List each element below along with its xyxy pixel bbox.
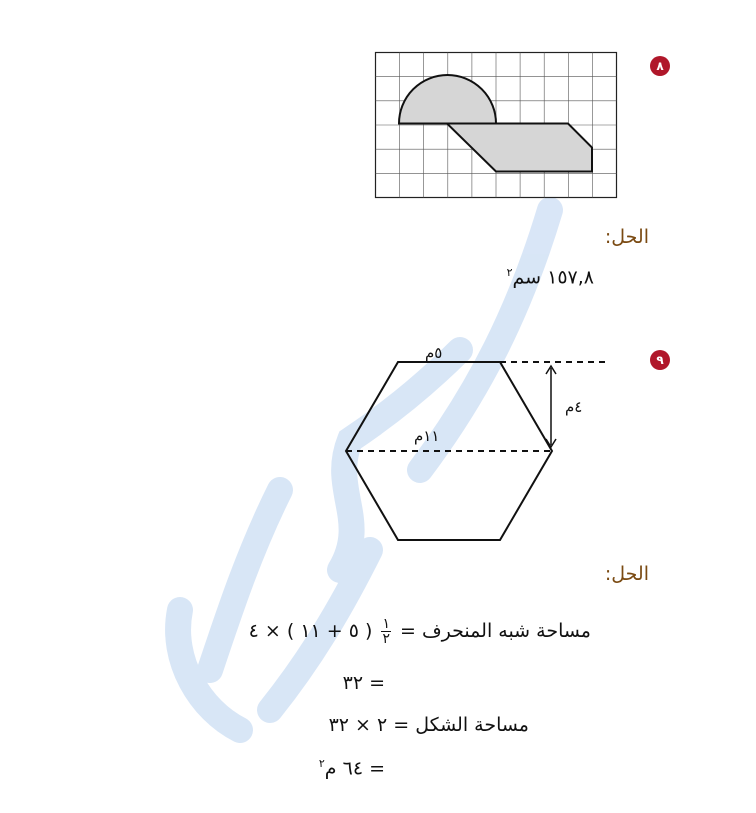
height-label: ٤م (565, 398, 583, 416)
one-half-fraction (381, 617, 391, 646)
shape-area-line: مساحة الشكل = ٢ × ٣٢ (328, 714, 529, 736)
problem-8-grid-figure (372, 50, 618, 200)
problem-8-solution-heading: الحل: (604, 226, 649, 248)
answer-exponent: ٢ (506, 266, 513, 279)
answer-value: ١٥٧,٨ (547, 266, 594, 289)
trapezoid-area-expression: ( ٥ + ١١ ) × ٤ (248, 620, 373, 642)
problem-9-solution-heading: الحل: (604, 563, 649, 585)
top-side-label: ٥م (425, 344, 443, 362)
trapezoid-area-label: مساحة شبه المنحرف = (400, 620, 591, 642)
trapezoid-area-result: = ٣٢ (342, 672, 385, 694)
fraction-denominator: ٢ (382, 631, 390, 647)
problem-9-hexagon-figure (340, 340, 620, 550)
problem-8-number-badge: ٨ (650, 56, 670, 76)
shape-area-result-text: = ٦٤ م (324, 757, 385, 780)
shape-area-result-exponent: ٢ (318, 757, 325, 770)
problem-9-number-badge: ٩ (650, 350, 670, 370)
trapezoid-area-line (249, 617, 591, 646)
problem-8-answer (507, 266, 594, 288)
answer-unit: سم (512, 266, 542, 289)
fraction-numerator: ١ (382, 616, 390, 632)
shape-area-result (319, 757, 385, 779)
middle-base-label: ١١م (414, 427, 440, 445)
